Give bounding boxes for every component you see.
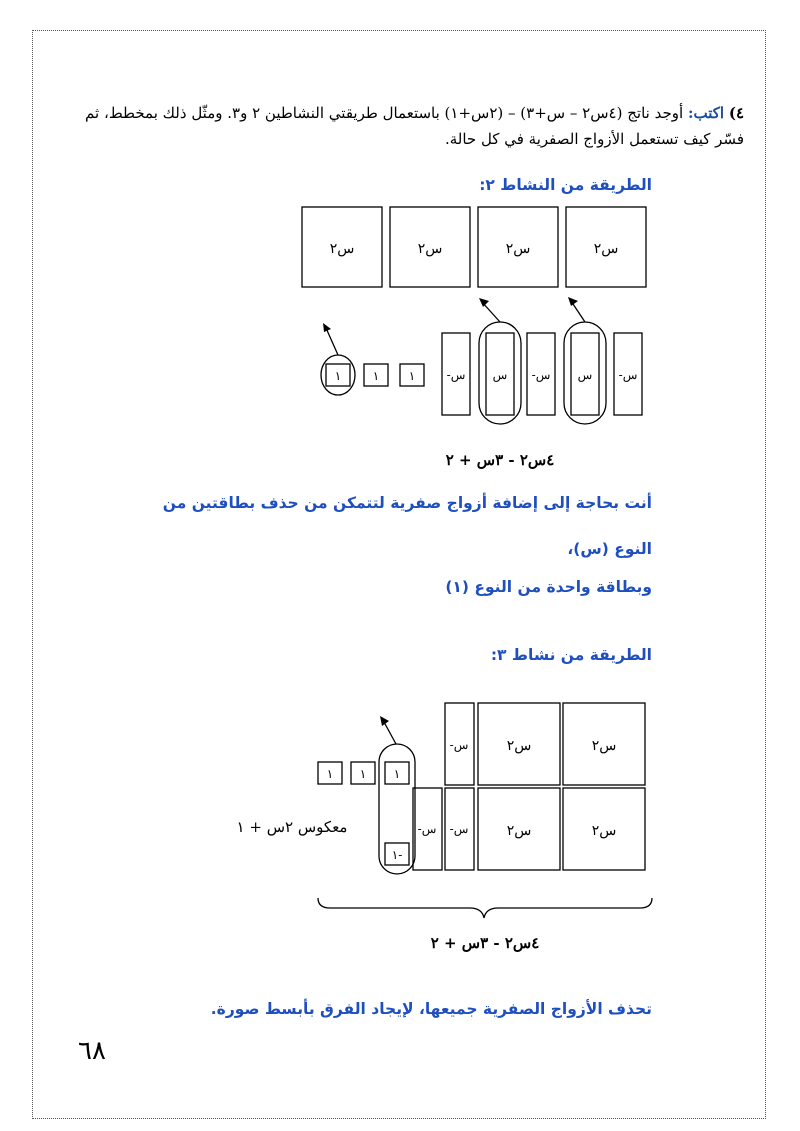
m2-tile-negx-2: -س bbox=[449, 822, 469, 836]
question-line-1: أوجد ناتج (٤س٢ – س+٣) – (٢س+١) باستعمال طريقتي النشاطين ٢ و٣. ومثّل ذلك بمخطط، ثم bbox=[85, 104, 684, 122]
m2-tile-negx-3: -س bbox=[417, 822, 437, 836]
m2-tile-one-2: ١ bbox=[359, 767, 367, 781]
method1-explanation-1: أنت بحاجة إلى إضافة أزواج صفرية لتتمكن من حذف بطاقتين من bbox=[162, 494, 652, 512]
m1-tile-x2-4: س٢ bbox=[593, 241, 619, 257]
m2-tile-one-3: ١ bbox=[326, 767, 334, 781]
method1-explanation-3: وبطاقة واحدة من النوع (١) bbox=[445, 578, 652, 596]
method1-explanation-2: النوع (س)، bbox=[567, 540, 652, 558]
m2-opposite-label: معكوس ٢س + ١ bbox=[236, 818, 348, 836]
m2-tile-x2-1: س٢ bbox=[591, 738, 617, 754]
m1-tile-negx-1: -س bbox=[618, 368, 638, 382]
m1-tile-x2-1: س٢ bbox=[329, 241, 355, 257]
method2-heading: الطريقة من نشاط ٣: bbox=[490, 646, 652, 664]
question-line-2: فسّر كيف تستعمل الأزواج الصفرية في كل حالة. bbox=[444, 130, 744, 148]
page-number: ٦٨ bbox=[78, 1036, 106, 1066]
m2-tile-x2-2: س٢ bbox=[506, 738, 532, 754]
m2-expression: ٤س٢ - ٣س + ٢ bbox=[430, 934, 540, 952]
question-number: ٤) bbox=[728, 104, 744, 122]
m1-tile-negx-3: -س bbox=[446, 368, 466, 382]
m2-tile-negx-1: -س bbox=[449, 738, 469, 752]
m1-expression: ٤س٢ - ٣س + ٢ bbox=[445, 451, 555, 469]
m1-tile-one-2: ١ bbox=[372, 369, 380, 383]
m2-tile-x2-3: س٢ bbox=[591, 823, 617, 839]
m1-tile-negx-2: -س bbox=[531, 368, 551, 382]
question-keyword: اكتب: bbox=[687, 104, 725, 122]
m2-tile-negone: ١- bbox=[391, 848, 403, 862]
m1-tile-one-3: ١ bbox=[334, 369, 342, 383]
m1-tile-x2-2: س٢ bbox=[417, 241, 443, 257]
m2-tile-x2-4: س٢ bbox=[506, 823, 532, 839]
m1-tile-x2-3: س٢ bbox=[505, 241, 531, 257]
method2-conclusion: تحذف الأزواج الصفرية جميعها، لإيجاد الفرق بأبسط صورة. bbox=[210, 1000, 652, 1018]
m1-tile-x-1: س bbox=[577, 368, 593, 382]
method1-heading: الطريقة من النشاط ٢: bbox=[479, 176, 652, 194]
m2-tile-one-1: ١ bbox=[393, 767, 401, 781]
m1-tile-one-1: ١ bbox=[408, 369, 416, 383]
m1-tile-x-2: س bbox=[492, 368, 508, 382]
